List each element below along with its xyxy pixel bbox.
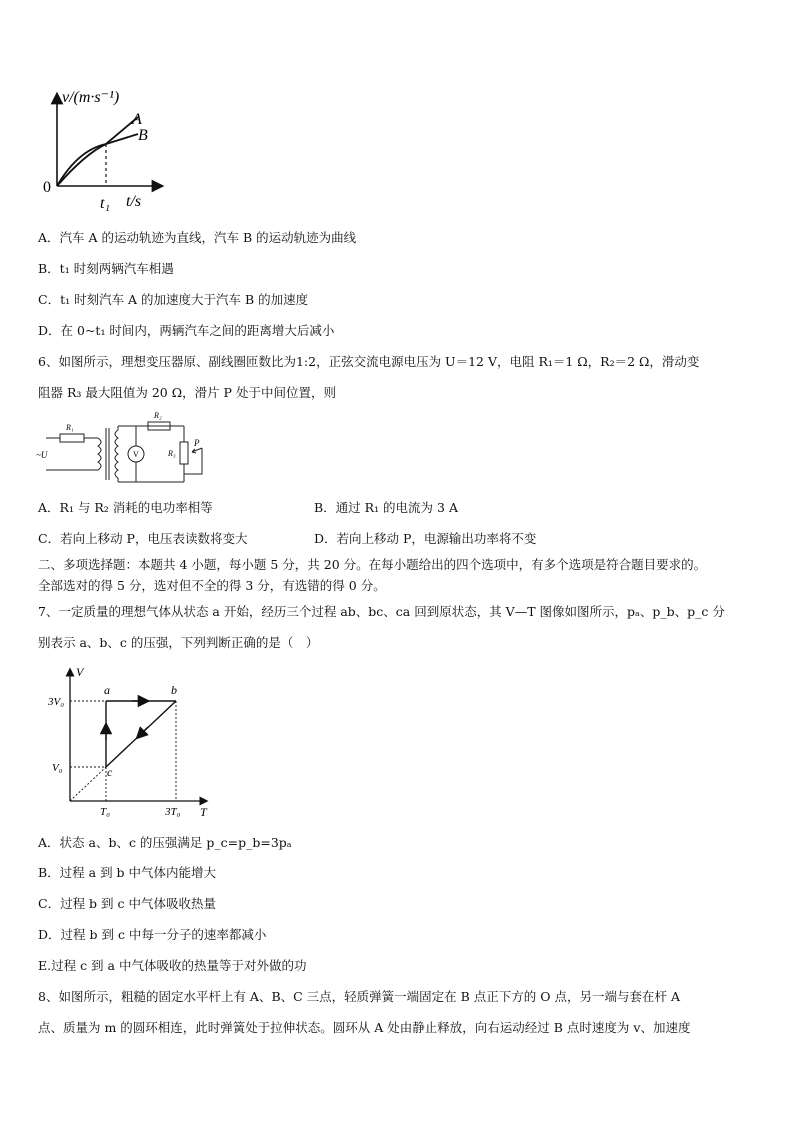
v1-label: V₀ — [52, 762, 63, 774]
voltmeter-label: V — [133, 450, 139, 459]
q5-option-d: D．在 0~t₁ 时间内，两辆汽车之间的距离增大后减小 — [38, 323, 335, 338]
u-label: ~U — [36, 450, 48, 460]
p-label: P — [194, 438, 200, 448]
secondary-coil — [115, 430, 118, 478]
r3-label: R₃ — [168, 449, 176, 458]
q8-line1: 8、如图所示，粗糙的固定水平杆上有 A、B、C 三点，轻质弹簧一端固定在 B 点正下方的 O 点，另一端与套在杆 A — [38, 989, 681, 1004]
q5-option-b: B．t₁ 时刻两辆汽车相遇 — [38, 261, 174, 276]
y-axis-label: v/(m·s⁻¹) — [62, 89, 120, 106]
q6-option-b: B．通过 R₁ 的电流为 3 A — [314, 500, 458, 515]
q6-option-d: D．若向上移动 P，电源输出功率将不变 — [314, 531, 537, 546]
velocity-time-graph — [40, 84, 180, 214]
origin-label: 0 — [43, 179, 51, 196]
x-axis-label: t/s — [126, 193, 142, 210]
section2-line1: 二、多项选择题：本题共 4 小题，每小题 5 分，共 20 分。在每小题给出的四个选项中，有多个选项是符合题目要求的。 — [38, 557, 707, 572]
q8-line2: 点、质量为 m 的圆环相连，此时弹簧处于拉伸状态。圆环从 A 处由静止释放，向右运动经过 B 点时速度为 v、加速度 — [38, 1020, 691, 1035]
state-a-label: a — [104, 683, 110, 697]
primary-coil — [98, 438, 101, 470]
q7-stem-line1: 7、一定质量的理想气体从状态 a 开始，经历三个过程 ab、bc、ca 回到原状态，其 V—T 图像如图所示，pₐ、p_b、p_c 分 — [38, 604, 725, 619]
r1-label: R₁ — [66, 423, 74, 432]
v-axis-label: V — [76, 665, 84, 679]
q5-option-c: C．t₁ 时刻汽车 A 的加速度大于汽车 B 的加速度 — [38, 292, 309, 307]
q6-option-c: C．若向上移动 P，电压表读数将变大 — [38, 531, 248, 546]
curve-b — [57, 134, 138, 186]
state-c-label: c — [107, 765, 113, 779]
q6-stem-line2: 阻器 R₃ 最大阻值为 20 Ω，滑片 P 处于中间位置，则 — [38, 385, 336, 400]
q7-option-d: D．过程 b 到 c 中每一分子的速率都减小 — [38, 927, 267, 942]
t1-label: t₁ — [100, 195, 111, 212]
t3-tick-label: 3T₀ — [165, 806, 181, 818]
r1-resistor — [60, 434, 84, 442]
v3-label: 3V₀ — [48, 696, 65, 708]
curve-a-label: A — [132, 111, 142, 128]
section2-line2: 全部选对的得 5 分，选对但不全的得 3 分，有选错的得 0 分。 — [38, 578, 386, 593]
q5-option-a: A．汽车 A 的运动轨迹为直线，汽车 B 的运动轨迹为曲线 — [38, 230, 357, 245]
q7-option-c: C．过程 b 到 c 中气体吸收热量 — [38, 896, 216, 911]
t-axis-label: T — [200, 805, 207, 819]
volume-temperature-graph — [44, 664, 224, 824]
q7-option-a: A．状态 a、b、c 的压强满足 p_c=p_b=3pₐ — [38, 835, 292, 850]
q7-stem-line2: 别表示 a、b、c 的压强，下列判断正确的是（ ） — [38, 635, 319, 650]
curve-a — [57, 117, 138, 186]
state-b-label: b — [171, 683, 177, 697]
t1-tick-label: T₀ — [100, 806, 110, 818]
q7-option-b: B．过程 a 到 b 中气体内能增大 — [38, 865, 217, 880]
r3-rheostat — [180, 442, 188, 464]
r2-label: R₂ — [154, 411, 162, 420]
q6-stem-line1: 6、如图所示，理想变压器原、副线圈匝数比为1:2，正弦交流电源电压为 U＝12 V，电阻 R₁＝1 Ω，R₂＝2 Ω，滑动变 — [38, 354, 700, 369]
q7-option-e: E.过程 c 到 a 中气体吸收的热量等于对外做的功 — [38, 958, 307, 973]
q6-option-a: A．R₁ 与 R₂ 消耗的电功率相等 — [38, 500, 213, 515]
curve-b-label: B — [138, 127, 148, 144]
transformer-circuit — [36, 408, 226, 486]
